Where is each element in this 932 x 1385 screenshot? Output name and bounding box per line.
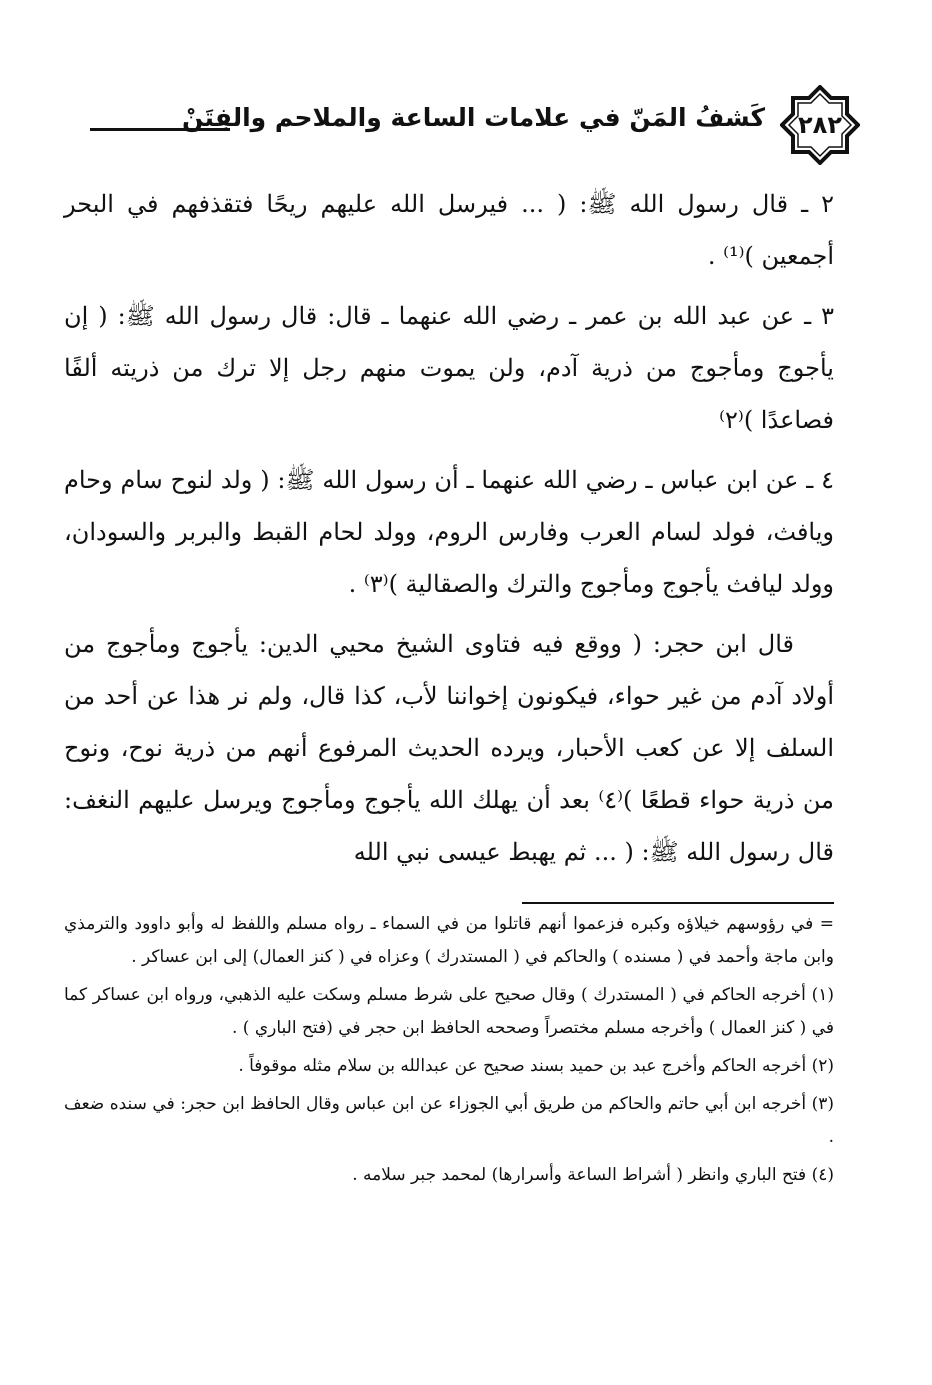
- footnote-2: (٢) أخرجه الحاكم وأخرج عبد بن حميد بسند صحيح عن عبدالله بن سلام مثله موقوفاً .: [238, 1056, 834, 1076]
- page-number: ٢٨٢: [798, 111, 842, 139]
- footnote-continuation: = في رؤوسهم خيلاؤه وكبره فزعموا أنهم قاتلوا من في السماء ـ رواه مسلم واللفظ له وأبو داوود والترمذي وابن ماجة وأحمد في ( مسنده ) والحاكم في ( المستدرك ) وعزاه في ( كنز العمال) إلى ابن عساكر .: [64, 914, 834, 967]
- paragraph-hadith-2: ٢ ـ قال رسول الله ﷺ: ( ... فيرسل الله عليهم ريحًا فتقذفهم في البحر أجمعين )⁽¹⁾ .: [64, 190, 834, 270]
- footnote-separator: [522, 902, 834, 904]
- paragraph-hadith-4: ٤ ـ عن ابن عباس ـ رضي الله عنهما ـ أن رسول الله ﷺ: ( ولد لنوح سام وحام ويافث، فولد لسام العرب وفارس الروم، وولد لحام القبط والبربر والسودان، وولد ليافث يأجوج ومأجوج والترك والصقالية )⁽٣⁾ .: [64, 466, 834, 598]
- paragraph-hadith-3: ٣ ـ عن عبد الله بن عمر ـ رضي الله عنهما ـ قال: قال رسول الله ﷺ: ( إن يأجوج ومأجوج من ذرية آدم، ولن يموت منهم رجل إلا ترك من ذريته ألفًا فصاعدًا )⁽٢⁾: [64, 302, 835, 434]
- footnote-1: (١) أخرجه الحاكم في ( المستدرك ) وقال صحيح على شرط مسلم وسكت عليه الذهبي، ورواه ابن عساكر كما في ( كنز العمال ) وأخرجه مسلم مختصراً وصححه الحافظ ابن حجر في (فتح الباري ) .: [64, 985, 834, 1038]
- paragraph-ibn-hajar: قال ابن حجر: ( ووقع فيه فتاوى الشيخ محيي الدين: يأجوج ومأجوج من أولاد آدم من غير حواء، فيكونون إخواننا لأب، كذا قال، ولم نر هذا عن أحد من السلف إلا عن كعب الأحبار، ويرده الحديث المرفوع أنهم من ذرية نوح، ونوح من ذرية حواء قطعًا )⁽٤⁾ بعد أن يهلك الله يأجوج ومأجوج ويرسل عليهم النغف: قال رسول الله ﷺ: ( ... ثم يهبط عيسى نبي الله: [64, 630, 834, 866]
- running-title: كَشفُ المَنّ في علامات الساعة والملاحم والفِتَنْ: [182, 103, 765, 132]
- main-text: [64, 178, 834, 878]
- page-number-badge: [780, 85, 860, 165]
- footnotes: [64, 908, 834, 1197]
- header-rule: [90, 128, 230, 131]
- footnote-3: (٣) أخرجه ابن أبي حاتم والحاكم من طريق أبي الجوزاء عن ابن عباس وقال الحافظ ابن حجر: في سنده ضعف .: [64, 1094, 834, 1147]
- footnote-4: (٤) فتح الباري وانظر ( أشراط الساعة وأسرارها) لمحمد جبر سلامه .: [352, 1165, 834, 1185]
- page-header: [90, 85, 860, 175]
